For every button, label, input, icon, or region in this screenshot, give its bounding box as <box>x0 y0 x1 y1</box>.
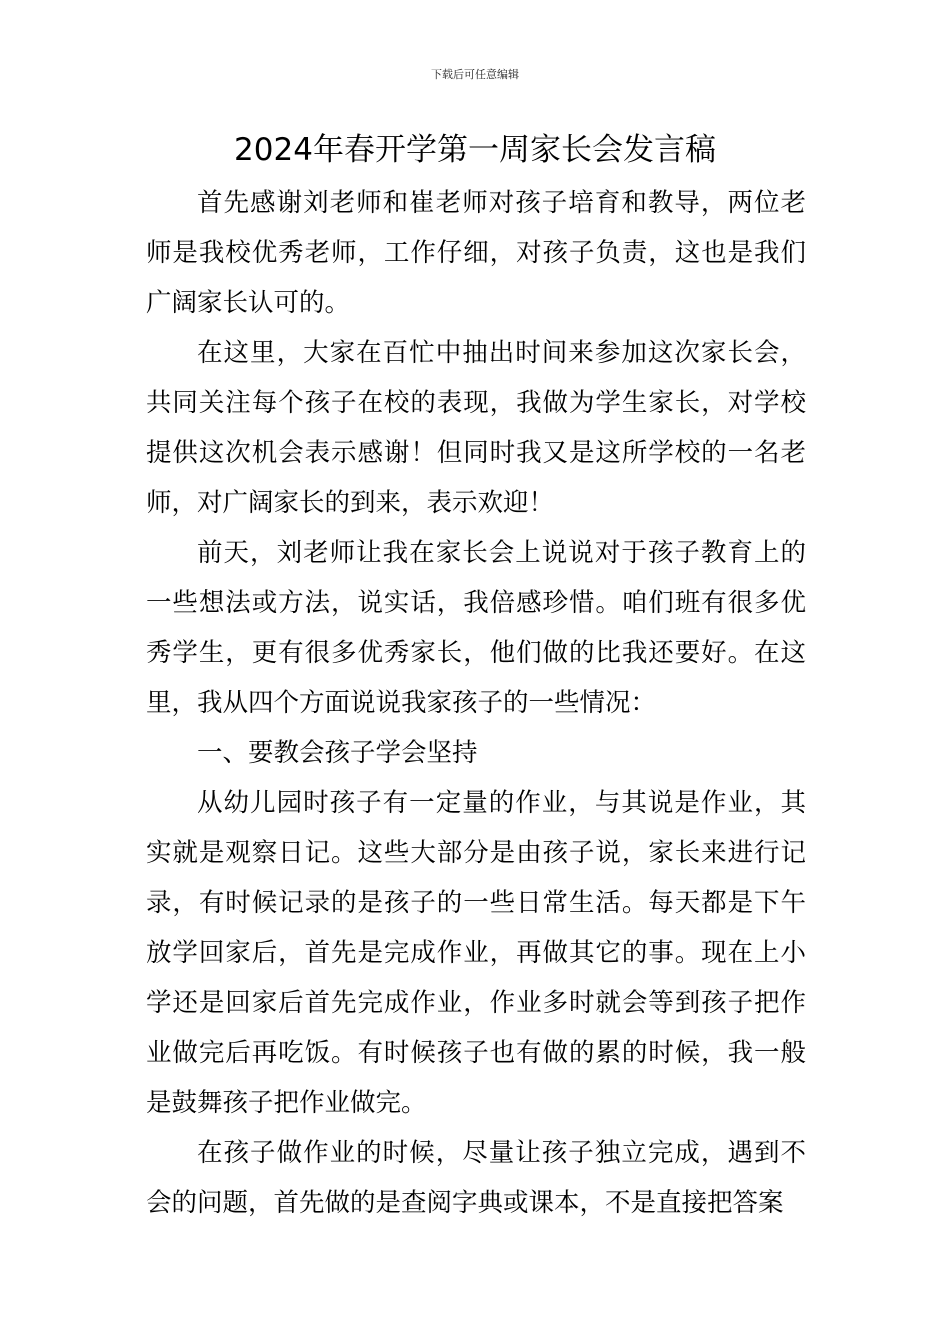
section-heading-1: 一、要教会孩子学会坚持 <box>197 738 478 768</box>
paragraph-2: 在这里，大家在百忙中抽出时间来参加这次家长会，共同关注每个孩子在校的表现，我做为学生家长，对学校提供这次机会表示感谢！但同时我又是这所学校的一名老师，对广阔家长的到来，表示欢迎！ <box>146 338 806 518</box>
paragraph-1: 首先感谢刘老师和崔老师对孩子培育和教导，两位老师是我校优秀老师，工作仔细，对孩子负责，这也是我们广阔家长认可的。 <box>146 188 806 318</box>
header-note: 下载后可任意编辑 <box>431 68 519 81</box>
paragraph-3: 前天，刘老师让我在家长会上说说对于孩子教育上的一些想法或方法，说实话，我倍感珍惜。咱们班有很多优秀学生，更有很多优秀家长，他们做的比我还要好。在这里，我从四个方面说说我家孩子的一些情况： <box>146 538 806 718</box>
paragraph-5: 在孩子做作业的时候，尽量让孩子独立完成，遇到不会的问题，首先做的是查阅字典或课本，不是直接把答案 <box>146 1138 806 1218</box>
paragraph-4: 从幼儿园时孩子有一定量的作业，与其说是作业，其实就是观察日记。这些大部分是由孩子说，家长来进行记录，有时候记录的是孩子的一些日常生活。每天都是下午放学回家后，首先是完成作业，再做其它的事。现在上小学还是回家后首先完成作业，作业多时就会等到孩子把作业做完后再吃饭。有时候孩子也有做的累的时候，我一般是鼓舞孩子把作业做完。 <box>146 788 806 1118</box>
document-title: 2024年春开学第一周家长会发言稿 <box>234 132 716 168</box>
document-body <box>146 178 806 1228</box>
